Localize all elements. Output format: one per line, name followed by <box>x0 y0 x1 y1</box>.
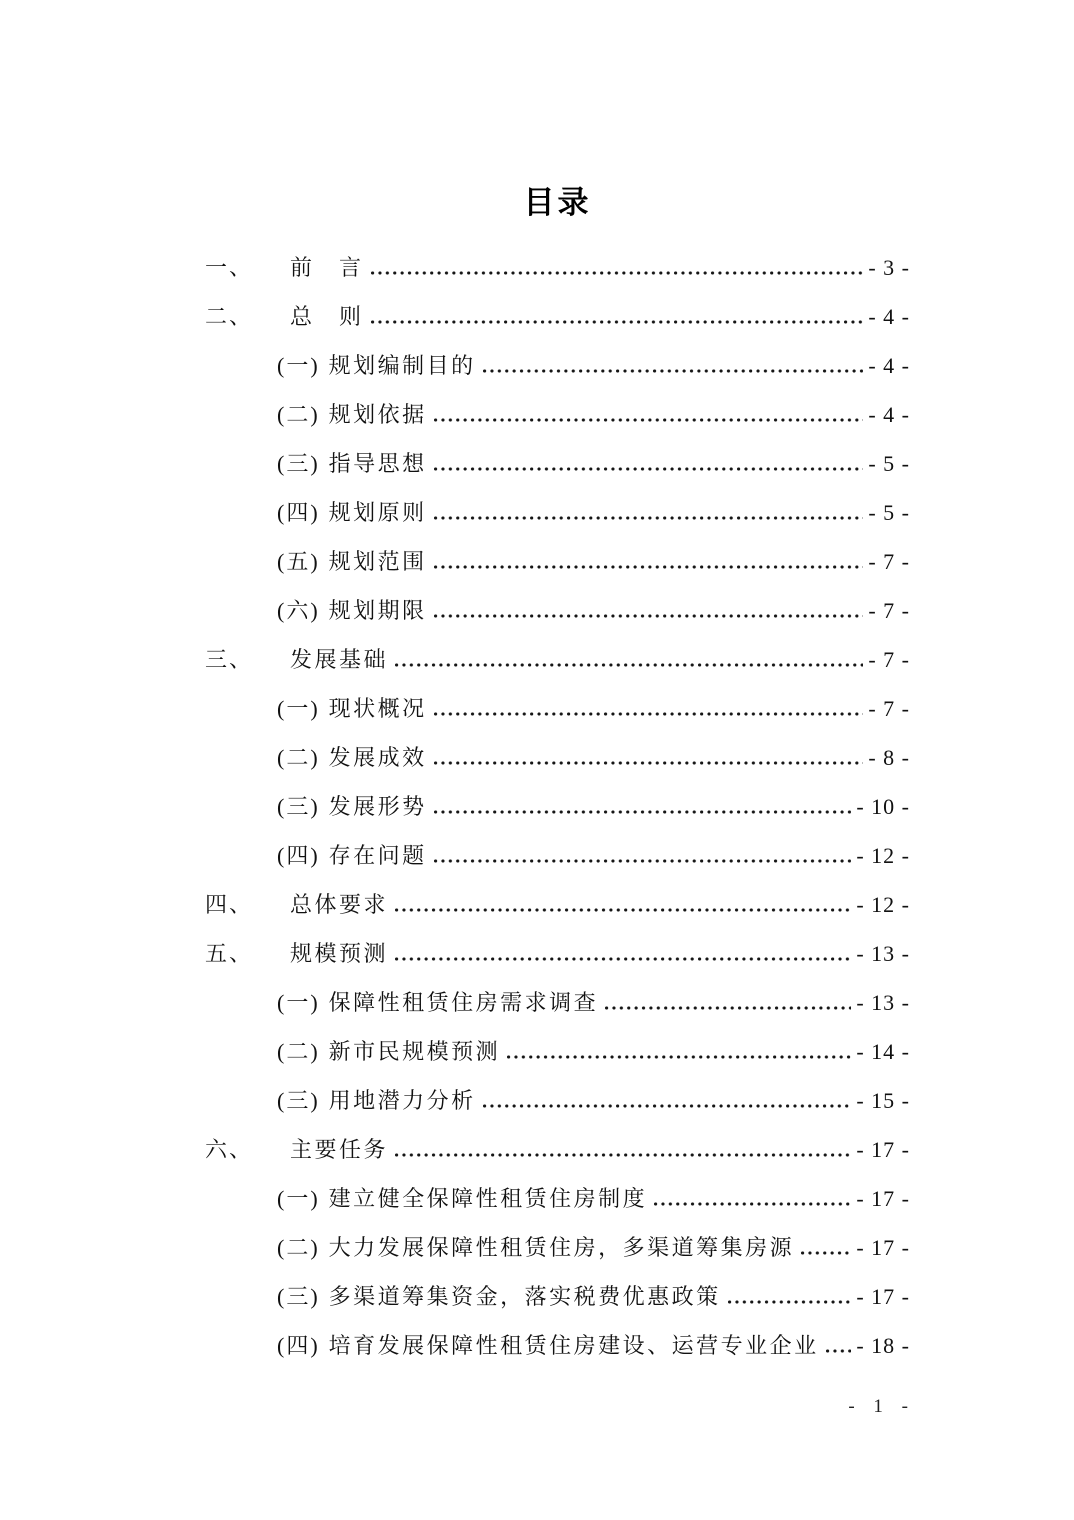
toc-leader-dots <box>605 1006 851 1010</box>
toc-entry-label: 多渠道筹集资金，落实税费优惠政策 <box>328 1284 721 1309</box>
toc-leader-dots <box>434 712 864 716</box>
toc-entry-number: (一) <box>277 990 320 1015</box>
toc-entry-label: 大力发展保障性租赁住房，多渠道筹集房源 <box>328 1235 795 1260</box>
toc-leader-dots <box>395 908 851 912</box>
toc-entry-label: 用地潜力分析 <box>328 1088 476 1113</box>
toc-entry[interactable] <box>205 929 910 978</box>
toc-leader-dots <box>434 467 864 471</box>
toc-entry[interactable] <box>205 978 910 1027</box>
toc-entry-page: - 7 - <box>868 598 910 623</box>
toc-entry[interactable] <box>205 341 910 390</box>
toc-entry-label: 总 则 <box>290 304 364 329</box>
toc-entry[interactable] <box>205 1272 910 1321</box>
toc-entry[interactable] <box>205 439 910 488</box>
toc-entry-page: - 18 - <box>856 1333 910 1358</box>
toc-entry[interactable] <box>205 880 910 929</box>
toc-entry-number: (四) <box>277 1333 320 1358</box>
toc-entry-page: - 17 - <box>856 1235 910 1260</box>
toc-leader-dots <box>371 271 864 275</box>
toc-entry-number: (二) <box>277 1235 320 1260</box>
toc-leader-dots <box>434 614 864 618</box>
toc-entry-page: - 12 - <box>856 892 910 917</box>
toc-entry-label: 培育发展保障性租赁住房建设、运营专业企业 <box>328 1333 819 1358</box>
toc-entry-label: 发展成效 <box>328 745 427 770</box>
toc-leader-dots <box>801 1251 851 1255</box>
table-of-contents <box>205 243 910 1370</box>
toc-entry[interactable] <box>205 684 910 733</box>
toc-entry[interactable] <box>205 831 910 880</box>
toc-entry[interactable] <box>205 292 910 341</box>
toc-entry-label: 规划编制目的 <box>328 353 476 378</box>
toc-entry-number: (四) <box>277 500 320 525</box>
toc-leader-dots <box>434 516 864 520</box>
toc-entry[interactable] <box>205 1174 910 1223</box>
toc-entry-label: 发展形势 <box>328 794 427 819</box>
toc-entry[interactable] <box>205 488 910 537</box>
toc-entry[interactable] <box>205 1223 910 1272</box>
toc-entry-page: - 4 - <box>868 353 910 378</box>
toc-leader-dots <box>728 1300 852 1304</box>
toc-entry-label: 规划范围 <box>328 549 427 574</box>
toc-entry-number: (二) <box>277 745 320 770</box>
toc-leader-dots <box>395 663 863 667</box>
toc-entry-page: - 15 - <box>856 1088 910 1113</box>
toc-entry[interactable] <box>205 1321 910 1370</box>
toc-entry-label: 发展基础 <box>290 647 389 672</box>
toc-entry-number: (一) <box>277 1186 320 1211</box>
toc-entry-number: (五) <box>277 549 320 574</box>
toc-entry-page: - 17 - <box>856 1137 910 1162</box>
toc-entry-number: 五、 <box>205 941 254 966</box>
toc-entry-label: 存在问题 <box>328 843 427 868</box>
toc-entry-page: - 4 - <box>868 304 910 329</box>
toc-entry-page: - 12 - <box>856 843 910 868</box>
toc-entry[interactable] <box>205 243 910 292</box>
toc-entry-label: 规模预测 <box>290 941 389 966</box>
toc-entry-number: (三) <box>277 794 320 819</box>
toc-entry-label: 规划依据 <box>328 402 427 427</box>
toc-entry-number: (三) <box>277 1088 320 1113</box>
toc-entry-page: - 8 - <box>868 745 910 770</box>
toc-entry-label: 建立健全保障性租赁住房制度 <box>328 1186 648 1211</box>
toc-entry-label: 现状概况 <box>328 696 427 721</box>
toc-entry-number: (一) <box>277 696 320 721</box>
toc-entry-number: (二) <box>277 402 320 427</box>
toc-leader-dots <box>826 1349 852 1353</box>
toc-entry-page: - 5 - <box>868 500 910 525</box>
toc-entry[interactable] <box>205 782 910 831</box>
toc-entry-label: 规划期限 <box>328 598 427 623</box>
toc-entry-number: (三) <box>277 451 320 476</box>
toc-entry-label: 保障性租赁住房需求调查 <box>328 990 599 1015</box>
toc-leader-dots <box>434 418 864 422</box>
toc-leader-dots <box>434 810 852 814</box>
toc-entry-number: 四、 <box>205 892 254 917</box>
toc-entry-number: 六、 <box>205 1137 254 1162</box>
toc-entry-number: 三、 <box>205 647 254 672</box>
toc-entry-number: (三) <box>277 1284 320 1309</box>
toc-entry[interactable] <box>205 1076 910 1125</box>
toc-entry-number: 一、 <box>205 255 254 280</box>
toc-entry-number: (一) <box>277 353 320 378</box>
toc-entry-page: - 3 - <box>868 255 910 280</box>
toc-entry-label: 规划原则 <box>328 500 427 525</box>
toc-entry-page: - 13 - <box>856 941 910 966</box>
toc-entry-page: - 17 - <box>856 1284 910 1309</box>
toc-leader-dots <box>434 565 864 569</box>
toc-entry-page: - 17 - <box>856 1186 910 1211</box>
toc-leader-dots <box>434 761 864 765</box>
toc-entry-page: - 14 - <box>856 1039 910 1064</box>
toc-entry[interactable] <box>205 586 910 635</box>
toc-entry-label: 主要任务 <box>290 1137 389 1162</box>
toc-leader-dots <box>371 320 864 324</box>
toc-leader-dots <box>654 1202 851 1206</box>
toc-entry[interactable] <box>205 635 910 684</box>
toc-entry[interactable] <box>205 733 910 782</box>
toc-leader-dots <box>434 859 852 863</box>
toc-entry[interactable] <box>205 1125 910 1174</box>
toc-entry-label: 指导思想 <box>328 451 427 476</box>
toc-leader-dots <box>507 1055 851 1059</box>
toc-entry-page: - 7 - <box>868 549 910 574</box>
toc-entry-page: - 13 - <box>856 990 910 1015</box>
toc-entry-label: 新市民规模预测 <box>328 1039 501 1064</box>
page-title: 目录 <box>523 185 592 220</box>
toc-entry[interactable] <box>205 390 910 439</box>
toc-entry-page: - 4 - <box>868 402 910 427</box>
toc-entry-page: - 7 - <box>868 696 910 721</box>
toc-entry-number: 二、 <box>205 304 254 329</box>
toc-entry[interactable] <box>205 537 910 586</box>
toc-entry-label: 前 言 <box>290 255 364 280</box>
toc-entry-page: - 10 - <box>856 794 910 819</box>
toc-entry-label: 总体要求 <box>290 892 389 917</box>
toc-leader-dots <box>483 369 864 373</box>
toc-entry[interactable] <box>205 1027 910 1076</box>
toc-entry-number: (二) <box>277 1039 320 1064</box>
page-number-footer: - 1 - <box>848 1396 915 1417</box>
toc-entry-number: (四) <box>277 843 320 868</box>
toc-entry-number: (六) <box>277 598 320 623</box>
toc-entry-page: - 5 - <box>868 451 910 476</box>
toc-leader-dots <box>483 1104 852 1108</box>
toc-leader-dots <box>395 1153 851 1157</box>
toc-entry-page: - 7 - <box>868 647 910 672</box>
toc-leader-dots <box>395 957 851 961</box>
